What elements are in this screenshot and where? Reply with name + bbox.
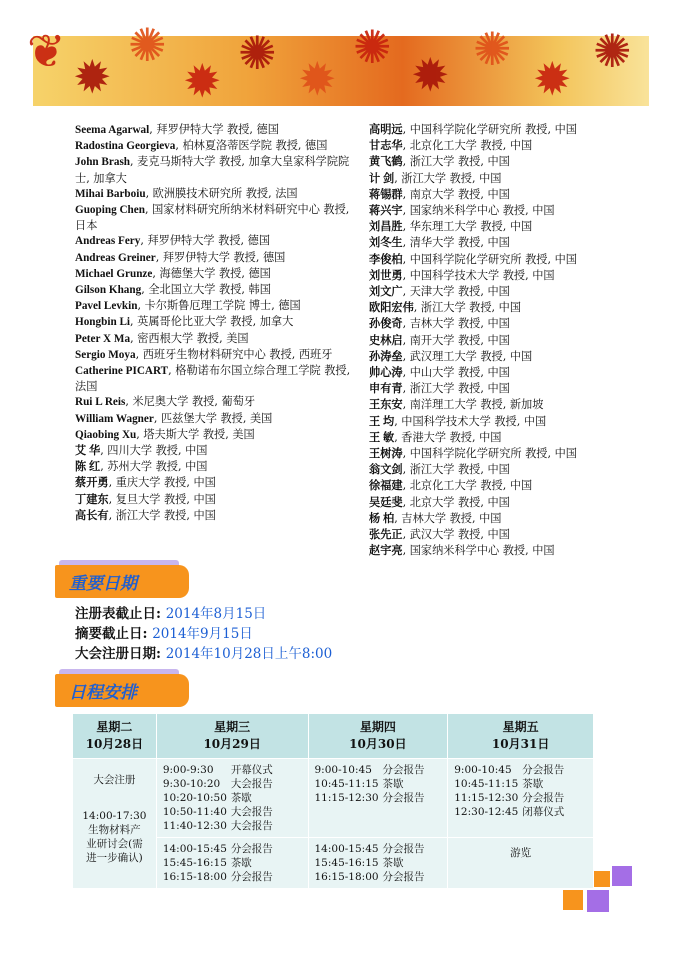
slot-time: 16:15-18:00 (162, 871, 227, 883)
wednesday-afternoon-cell (156, 838, 308, 889)
slot-time: 15:45-16:15 (162, 857, 227, 869)
speaker-affiliation: , 浙江大学 教授, 中国 (402, 382, 510, 396)
slot-time: 16:15-18:00 (314, 871, 379, 883)
speaker-affiliation: , 柏林夏洛蒂医学院 教授, 德国 (175, 139, 328, 153)
speaker-affiliation: , 海德堡大学 教授, 德国 (152, 266, 271, 280)
speaker-affiliation: , 吉林大学 教授, 中国 (394, 511, 502, 525)
speaker-affiliation: , 国家材料研究所纳米材料研究中心 教授, 日本 (75, 203, 350, 233)
schedule-slot (454, 777, 587, 791)
speaker-name: 王树涛 (369, 448, 403, 461)
slot-time: 11:15-12:30 (314, 792, 379, 804)
speaker-affiliation: , 浙江大学 教授, 中国 (402, 155, 510, 169)
speaker-entry (369, 462, 669, 478)
maple-leaf-icon: ✺ (238, 26, 277, 80)
slot-event: 分会报告 (382, 764, 425, 776)
slot-time: 9:30-10:20 (162, 778, 221, 790)
speaker-affiliation: , 浙江大学 教授, 中国 (394, 171, 502, 185)
speaker-name: Catherine PICART (75, 365, 169, 378)
section-title: 日程安排 (69, 683, 137, 703)
speaker-entry (369, 284, 669, 300)
speaker-entry (75, 266, 357, 282)
speaker-affiliation: , 中山大学 教授, 中国 (402, 366, 510, 380)
speaker-affiliation: , 麦克马斯特大学 教授, 加拿大皇家科学院院士, 加拿大 (75, 155, 350, 185)
speaker-entry (75, 363, 357, 394)
slot-time: 14:00-15:45 (162, 843, 227, 855)
date-item: 大会注册日期: 2014年10月28日上午8:00 (75, 646, 333, 662)
speaker-name: Rui L Reis (75, 396, 126, 409)
speaker-name: 刘文广 (369, 286, 403, 299)
header-tuesday: 星期二 10月28日 (73, 714, 157, 759)
speaker-name: 张先正 (369, 529, 403, 542)
speaker-affiliation: , 南京大学 教授, 中国 (402, 187, 510, 201)
speaker-entry (369, 349, 669, 365)
speaker-entry (369, 543, 669, 559)
schedule-slot (163, 777, 302, 791)
speaker-entry (369, 138, 669, 154)
speaker-entry (75, 282, 357, 298)
maple-leaf-icon: ✹ (411, 48, 450, 102)
speaker-name: 申有青 (369, 383, 403, 396)
slot-event: 分会报告 (522, 764, 565, 776)
header-wednesday: 星期三 10月29日 (156, 714, 308, 759)
slot-event: 大会报告 (230, 806, 273, 818)
speaker-name: 徐福建 (369, 480, 403, 493)
date-item: 摘要截止日: 2014年9月15日 (75, 626, 253, 642)
speaker-affiliation: , 浙江大学 教授, 中国 (402, 463, 510, 477)
speaker-affiliation: , 西班牙生物材料研究中心 教授, 西班牙 (135, 347, 333, 361)
schedule-morning-row (73, 759, 594, 838)
speaker-affiliation: , 武汉理工大学 教授, 中国 (402, 349, 533, 363)
wednesday-morning-cell (156, 759, 308, 838)
speaker-name: 刘世勇 (369, 269, 403, 282)
speaker-entry (75, 298, 357, 314)
friday-afternoon-cell: 游览 (448, 838, 594, 889)
slot-event: 茶歇 (230, 792, 252, 804)
speaker-affiliation: , 中国科学技术大学 教授, 中国 (402, 268, 555, 282)
speaker-name: Sergio Moya (75, 348, 136, 361)
speaker-name: 高长有 (75, 509, 109, 522)
speaker-affiliation: , 武汉大学 教授, 中国 (402, 528, 510, 542)
speaker-name: 王 敏 (369, 431, 395, 444)
speaker-entry (369, 365, 669, 381)
speaker-name: 帅心涛 (369, 367, 403, 380)
speaker-entry (75, 475, 357, 491)
maple-leaf-icon: ✺ (593, 24, 632, 78)
decorative-square (587, 890, 609, 912)
slot-event: 茶歇 (382, 857, 404, 869)
speaker-entry (369, 446, 669, 462)
speaker-name: 孙涛垒 (369, 350, 403, 363)
maple-leaf-icon: ✺ (353, 20, 392, 74)
speaker-affiliation: , 香港大学 教授, 中国 (394, 430, 502, 444)
speaker-name: 翁文剑 (369, 464, 403, 477)
speaker-name: 王 均 (369, 415, 395, 428)
speaker-affiliation: , 吉林大学 教授, 中国 (402, 317, 510, 331)
speaker-name: 丁建东 (75, 493, 109, 506)
speaker-affiliation: , 浙江大学 教授, 中国 (108, 508, 216, 522)
section-title: 重要日期 (69, 574, 137, 594)
speaker-affiliation: , 国家纳米科学中心 教授, 中国 (402, 544, 555, 558)
speaker-affiliation: , 北京化工大学 教授, 中国 (402, 139, 533, 153)
slot-event: 茶歇 (382, 778, 404, 790)
schedule-slot (163, 819, 302, 833)
maple-leaf-icon: ✹ (183, 54, 222, 108)
speaker-name: 刘昌胜 (369, 221, 403, 234)
speaker-entry (75, 347, 357, 363)
speaker-entry (369, 397, 669, 413)
speaker-affiliation: , 格勒诺布尔国立综合理工学院 教授, 法国 (75, 364, 351, 394)
speaker-name: 蒋锡群 (369, 188, 403, 201)
schedule-slot (454, 763, 587, 777)
speaker-name: Andreas Greiner (75, 251, 156, 264)
speaker-entry (369, 252, 669, 268)
slot-time: 10:45-11:15 (314, 778, 379, 790)
speaker-entry (369, 300, 669, 316)
section-header-schedule (55, 674, 189, 707)
slot-event: 分会报告 (230, 843, 273, 855)
schedule-slot (315, 763, 442, 777)
header-friday: 星期五 10月31日 (448, 714, 594, 759)
speaker-affiliation: , 英属哥伦比亚大学 教授, 加拿大 (130, 315, 294, 329)
speaker-entry (369, 235, 669, 251)
speaker-affiliation: , 北京化工大学 教授, 中国 (402, 479, 533, 493)
schedule-slot (454, 791, 587, 805)
speaker-entry (75, 186, 357, 202)
speaker-entry (369, 414, 669, 430)
slot-event: 大会报告 (230, 778, 273, 790)
schedule-slot (163, 791, 302, 805)
speaker-affiliation: , 塔夫斯大学 教授, 美国 (136, 427, 255, 441)
speaker-affiliation: , 匹兹堡大学 教授, 美国 (153, 411, 273, 425)
schedule-slot (163, 856, 302, 870)
speaker-name: 陈 红 (75, 461, 101, 474)
slot-event: 大会报告 (230, 820, 273, 832)
speaker-entry (75, 314, 357, 330)
thursday-morning-cell (308, 759, 448, 838)
speaker-entry (75, 443, 357, 459)
speaker-affiliation: , 卡尔斯鲁厄理工学院 博士, 德国 (137, 299, 301, 313)
speaker-entry (75, 331, 357, 347)
speaker-entry (75, 233, 357, 249)
speaker-name: 吴廷斐 (369, 496, 403, 509)
slot-time: 10:45-11:15 (454, 778, 519, 790)
speaker-entry (75, 154, 357, 185)
speaker-name: Guoping Chen (75, 204, 145, 217)
speaker-entry (75, 250, 357, 266)
schedule-slot (163, 805, 302, 819)
maple-leaf-icon: ✹ (298, 52, 337, 106)
speaker-affiliation: , 中国科学院化学研究所 教授, 中国 (402, 252, 577, 266)
speaker-affiliation: , 华东理工大学 教授, 中国 (402, 220, 533, 234)
speaker-entry (369, 495, 669, 511)
slot-event: 茶歇 (522, 778, 544, 790)
speaker-list-right (369, 122, 669, 559)
decorative-square (594, 871, 610, 887)
speaker-entry (75, 202, 357, 233)
thursday-afternoon-cell (308, 838, 448, 889)
speaker-entry (369, 203, 669, 219)
speaker-entry (369, 511, 669, 527)
speaker-affiliation: , 苏州大学 教授, 中国 (100, 460, 208, 474)
speaker-name: 欧阳宏伟 (369, 302, 414, 315)
slot-time: 14:00-15:45 (314, 843, 379, 855)
speaker-name: 刘冬生 (369, 237, 403, 250)
speaker-affiliation: , 国家纳米科学中心 教授, 中国 (402, 204, 555, 218)
speaker-name: 蔡开勇 (75, 477, 109, 490)
speaker-affiliation: , 清华大学 教授, 中国 (402, 236, 510, 250)
speaker-name: 史林启 (369, 334, 403, 347)
speaker-affiliation: , 中国科学院化学研究所 教授, 中国 (402, 123, 577, 136)
maple-leaf-icon: ❦ (27, 24, 66, 78)
speaker-entry (369, 527, 669, 543)
slot-time: 11:15-12:30 (454, 792, 519, 804)
slot-event: 分会报告 (522, 792, 565, 804)
maple-leaf-icon: ✺ (473, 22, 512, 76)
maple-leaves-banner (27, 18, 649, 108)
speaker-affiliation: , 拜罗伊特大学 教授, 德国 (149, 123, 279, 136)
schedule-header-row (73, 714, 594, 759)
speaker-name: Hongbin Li (75, 316, 131, 329)
speaker-entry (75, 427, 357, 443)
slot-time: 10:50-11:40 (162, 806, 227, 818)
schedule-slot (163, 763, 302, 777)
speaker-name: Pavel Levkin (75, 300, 138, 313)
speaker-entry (75, 122, 357, 138)
schedule-slot (315, 791, 442, 805)
speaker-affiliation: , 南洋理工大学 教授, 新加坡 (402, 398, 544, 412)
speaker-affiliation: , 南开大学 教授, 中国 (402, 333, 510, 347)
speaker-entry (369, 430, 669, 446)
speaker-affiliation: , 天津大学 教授, 中国 (402, 285, 510, 299)
speaker-entry (75, 138, 357, 154)
speaker-affiliation: , 复旦大学 教授, 中国 (108, 492, 216, 506)
speaker-name: 蒋兴宇 (369, 205, 403, 218)
speaker-entry (369, 333, 669, 349)
schedule-slot (315, 870, 442, 884)
speaker-name: 计 剑 (369, 172, 395, 185)
speaker-name: William Wagner (75, 412, 154, 425)
speaker-name: 高明远 (369, 124, 403, 136)
speaker-name: 黄飞鹤 (369, 156, 403, 169)
speaker-affiliation: , 米尼奥大学 教授, 葡萄牙 (125, 395, 256, 409)
speaker-affiliation: , 密西根大学 教授, 美国 (130, 331, 249, 345)
speaker-entry (369, 187, 669, 203)
schedule-slot (315, 842, 442, 856)
speaker-name: 甘志华 (369, 140, 403, 153)
decorative-square (563, 890, 583, 910)
speaker-affiliation: , 中国科学院化学研究所 教授, 中国 (402, 447, 577, 461)
slot-time: 11:40-12:30 (162, 820, 227, 832)
speaker-name: Mihai Barboiu (75, 187, 146, 200)
speaker-entry (369, 154, 669, 170)
speaker-entry (75, 394, 357, 410)
slot-time: 10:20-10:50 (162, 792, 227, 804)
speaker-name: Michael Grunze (75, 267, 153, 280)
speaker-entry (369, 381, 669, 397)
speaker-entry (75, 492, 357, 508)
speaker-name: 杨 柏 (369, 512, 395, 525)
schedule-table (72, 713, 594, 889)
slot-time: 15:45-16:15 (314, 857, 379, 869)
speaker-affiliation: , 全北国立大学 教授, 韩国 (141, 283, 271, 297)
section-header-important-dates (55, 565, 189, 598)
speaker-entry (369, 171, 669, 187)
slot-event: 分会报告 (230, 871, 273, 883)
speaker-name: 王东安 (369, 399, 403, 412)
speaker-affiliation: , 重庆大学 教授, 中国 (108, 476, 216, 490)
speaker-affiliation: , 浙江大学 教授, 中国 (413, 301, 522, 315)
speaker-entry (369, 219, 669, 235)
speaker-entry (369, 316, 669, 332)
speaker-name: Peter X Ma (75, 332, 131, 345)
speaker-entry (369, 122, 669, 138)
slot-time: 9:00-10:45 (454, 764, 512, 776)
speaker-name: 孙俊奇 (369, 318, 403, 331)
speaker-name: 艾 华 (75, 445, 101, 458)
schedule-slot (163, 870, 302, 884)
slot-event: 分会报告 (382, 843, 425, 855)
speaker-name: Qiaobing Xu (75, 428, 137, 441)
speaker-affiliation: , 拜罗伊特大学 教授, 德国 (140, 234, 271, 248)
important-dates-list (75, 604, 332, 664)
speaker-name: Gilson Khang (75, 284, 142, 297)
date-item: 注册表截止日: 2014年8月15日 (75, 606, 267, 622)
speaker-list-left (75, 122, 357, 524)
slot-time: 12:30-12:45 (454, 806, 519, 818)
schedule-slot (315, 777, 442, 791)
friday-morning-cell (448, 759, 594, 838)
speaker-entry (369, 478, 669, 494)
header-thursday: 星期四 10月30日 (308, 714, 448, 759)
maple-leaf-icon: ✹ (533, 52, 572, 106)
speaker-affiliation: , 四川大学 教授, 中国 (100, 444, 208, 458)
speaker-name: 赵宇亮 (369, 545, 403, 558)
speaker-name: Andreas Fery (75, 235, 141, 248)
slot-time: 9:00-9:30 (162, 764, 214, 776)
speaker-entry (75, 411, 357, 427)
speaker-entry (75, 459, 357, 475)
speaker-name: John Brash (75, 156, 131, 169)
speaker-name: Seema Agarwal (75, 124, 150, 136)
slot-event: 开幕仪式 (230, 764, 273, 776)
schedule-slot (454, 805, 587, 819)
slot-event: 分会报告 (382, 792, 425, 804)
speaker-affiliation: , 中国科学技术大学 教授, 中国 (394, 414, 547, 428)
slot-event: 闭幕仪式 (522, 806, 565, 818)
speaker-affiliation: , 北京大学 教授, 中国 (402, 495, 510, 509)
speaker-name: Radostina Georgieva (75, 140, 176, 153)
speaker-affiliation: , 欧洲膜技术研究所 教授, 法国 (145, 186, 298, 200)
slot-event: 分会报告 (382, 871, 425, 883)
slot-time: 9:00-10:45 (314, 764, 372, 776)
speaker-entry (75, 508, 357, 524)
speaker-name: 李俊柏 (369, 253, 403, 266)
tuesday-cell: 大会注册 14:00-17:30 生物材料产业研讨会(需进一步确认) (73, 759, 157, 889)
maple-leaf-icon: ✺ (128, 18, 167, 72)
maple-leaf-icon: ✹ (73, 50, 112, 104)
speaker-affiliation: , 拜罗伊特大学 教授, 德国 (155, 250, 286, 264)
slot-event: 茶歇 (230, 857, 252, 869)
speaker-entry (369, 268, 669, 284)
schedule-slot (163, 842, 302, 856)
schedule-slot (315, 856, 442, 870)
decorative-square (612, 866, 632, 886)
